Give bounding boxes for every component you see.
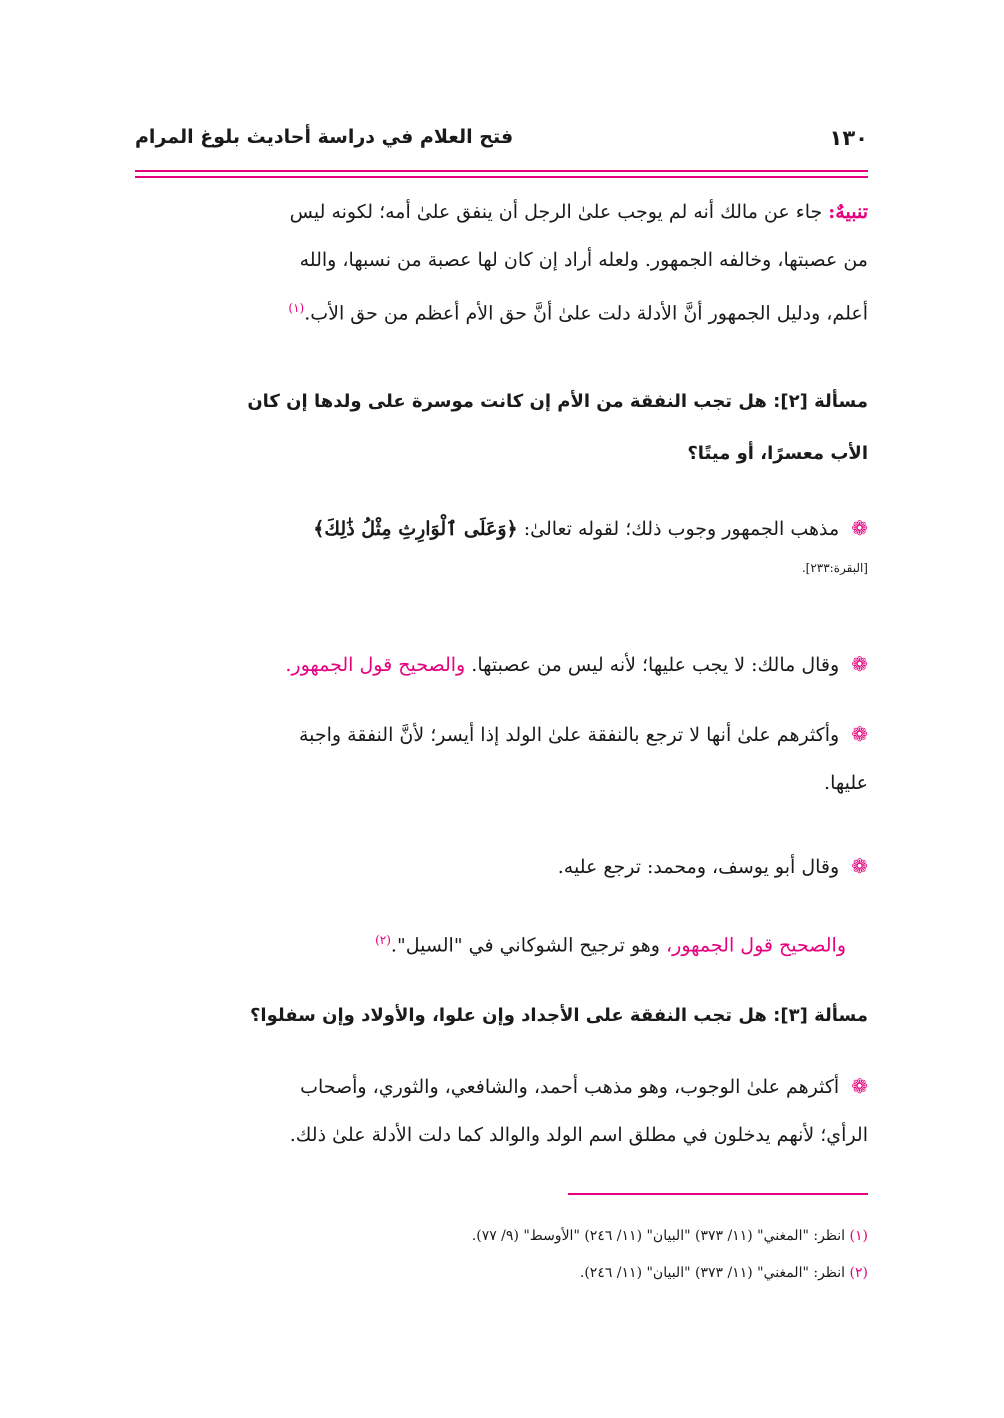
issue-2-label: مسألة [٢]: <box>773 391 868 412</box>
paragraph-majority-no-return <box>135 710 868 807</box>
issue-3-label: مسألة [٣]: <box>773 1005 868 1026</box>
verse-reference: [البقرة:٢٣٣]. <box>801 561 868 575</box>
footnote-2-text: انظر: "المغني" (١١/ ٣٧٣) "البيان" (١١/ ٢٤٦). <box>579 1265 846 1281</box>
para-6-text: أكثرهم علىٰ الوجوب، وهو مذهب أحمد، والشافعي، والثوري، وأصحاب <box>300 1076 840 1098</box>
para-1-text: مذهب الجمهور وجوب ذلك؛ لقوله تعالىٰ: <box>523 518 840 540</box>
footnote-separator <box>568 1193 868 1195</box>
quran-verse: ﴿وَعَلَى ٱلْوَارِثِ مِثْلُ ذَٰلِكَ﴾ <box>313 518 518 540</box>
footnote-1 <box>135 1225 868 1247</box>
header-rule-bottom <box>135 176 868 178</box>
paragraph-majority-view <box>135 504 868 583</box>
page-header <box>135 126 868 166</box>
flower-ornament-icon: ❁ <box>851 652 868 676</box>
issue-2-question-2: الأب معسرًا، أو ميتًا؟ <box>687 443 868 464</box>
footnote-ref-1[interactable]: (١) <box>288 301 305 315</box>
flower-ornament-icon: ❁ <box>851 854 868 878</box>
running-title: فتح العلام في دراسة أحاديث بلوغ المرام <box>135 126 514 148</box>
page-number: ١٣٠ <box>829 126 868 150</box>
paragraph-malik-view <box>135 640 868 689</box>
footnote-1-text: انظر: "المغني" (١١/ ٣٧٣) "البيان" (١١/ ٢٤٦) "الأوسط" (٩/ ٧٧). <box>471 1228 846 1244</box>
para-3-text: وأكثرهم علىٰ أنها لا ترجع بالنفقة علىٰ الولد إذا أيسر؛ لأنَّ النفقة واجبة <box>298 724 840 746</box>
note-line-2: من عصبتها، وخالفه الجمهور. ولعله أراد إن كان لها عصبة من نسبها، والله <box>299 249 868 271</box>
issue-2-question-1: هل تجب النفقة من الأم إن كانت موسرة على ولدها إن كان <box>247 391 767 412</box>
para-2-text: وقال مالك: لا يجب عليها؛ لأنه ليس من عصبتها. <box>471 654 840 676</box>
footnote-2 <box>135 1262 868 1284</box>
note-line-3 <box>135 284 868 337</box>
note-label: تنبيهٌ: <box>828 201 868 223</box>
correct-opinion-highlight: والصحيح قول الجمهور. <box>285 654 466 676</box>
correct-opinion-highlight-2: والصحيح قول الجمهور، <box>666 934 846 957</box>
paragraph-majority-obligation <box>135 1062 868 1159</box>
header-rule-top <box>135 170 868 172</box>
footnote-1-number: (١) <box>849 1228 868 1244</box>
issue-3-heading <box>135 990 868 1042</box>
issue-2-heading <box>135 376 868 480</box>
para-3-line-1 <box>135 710 868 759</box>
flower-ornament-icon: ❁ <box>851 516 868 540</box>
issue-2-line-1 <box>135 376 868 428</box>
note-paragraph <box>135 188 868 337</box>
issue-3-question: هل تجب النفقة على الأجداد وإن علوا، والأولاد وإن سفلوا؟ <box>249 1005 767 1026</box>
paragraph-shawkani <box>135 916 868 969</box>
note-line-1 <box>135 188 868 236</box>
para-6-line-2: الرأي؛ لأنهم يدخلون في مطلق اسم الولد والوالد كما دلت الأدلة علىٰ ذلك. <box>289 1124 868 1146</box>
para-5-text: وهو ترجيح الشوكاني في "السيل". <box>390 934 660 957</box>
note-line-3-text: أعلم، ودليل الجمهور أنَّ الأدلة دلت علىٰ أنَّ حق الأم أعظم من حق الأب. <box>304 302 868 325</box>
footnote-ref-2[interactable]: (٢) <box>375 933 391 947</box>
flower-ornament-icon: ❁ <box>851 1074 868 1098</box>
paragraph-abu-yusuf <box>135 842 868 891</box>
para-6-line-1 <box>135 1062 868 1111</box>
para-4-text: وقال أبو يوسف، ومحمد: ترجع عليه. <box>557 856 840 878</box>
note-line-1-text: جاء عن مالك أنه لم يوجب علىٰ الرجل أن ينفق علىٰ أمه؛ لكونه ليس <box>289 201 823 223</box>
footnote-2-number: (٢) <box>849 1265 868 1281</box>
para-1-line-1 <box>135 504 868 553</box>
flower-ornament-icon: ❁ <box>851 722 868 746</box>
para-3-line-2: عليها. <box>824 772 868 794</box>
